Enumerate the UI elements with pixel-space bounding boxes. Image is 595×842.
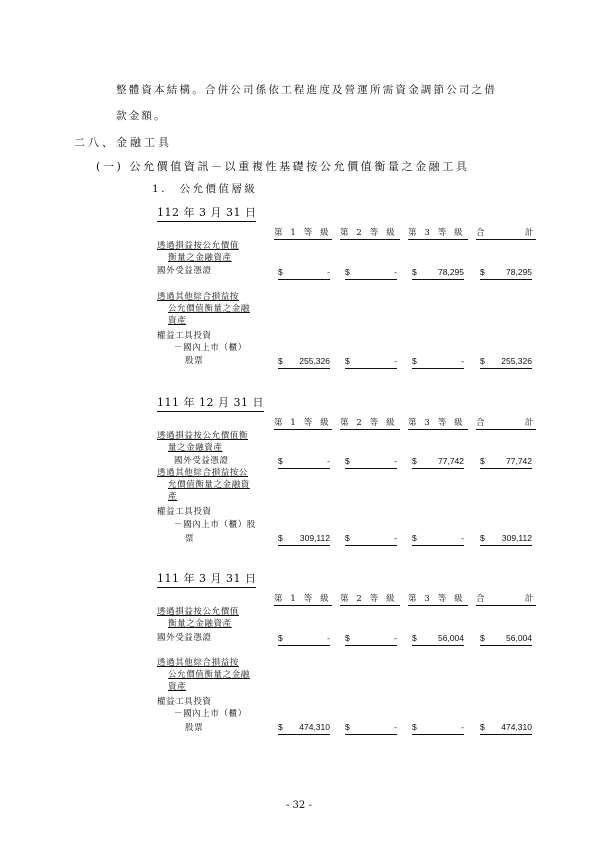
equity-label: 權益工具投資 bbox=[157, 507, 212, 517]
currency-sign: $ bbox=[345, 722, 350, 732]
col-header-total-b: 計 bbox=[524, 228, 536, 238]
equity-sub-line-1: －國內上市（櫃）股 bbox=[174, 520, 256, 530]
col-header-level-2: 第 2 等 級 bbox=[340, 226, 400, 240]
cell-value: - bbox=[394, 533, 397, 543]
currency-sign: $ bbox=[345, 267, 350, 277]
fvoci-title-line-3: 產 bbox=[168, 492, 178, 502]
fvtpl-level2-cell bbox=[345, 267, 397, 280]
fvtpl-title-line-1: 透過損益按公允價值 bbox=[157, 607, 239, 617]
fvoci-title-line-3: 資產 bbox=[168, 682, 187, 692]
currency-sign: $ bbox=[480, 456, 485, 466]
currency-sign: $ bbox=[480, 633, 485, 643]
equity-level1-cell bbox=[278, 722, 330, 735]
currency-sign: $ bbox=[278, 533, 283, 543]
fvtpl-total-cell bbox=[480, 456, 532, 469]
cell-value: 255,326 bbox=[501, 356, 532, 366]
col-header-total-a: 合 bbox=[476, 418, 488, 428]
col-header-level-3: 第 3 等 級 bbox=[408, 416, 468, 430]
currency-sign: $ bbox=[480, 267, 485, 277]
equity-level3-cell bbox=[412, 533, 464, 546]
cell-value: 474,310 bbox=[299, 722, 330, 732]
fair-value-hierarchy-heading: 1. 公允價值層級 bbox=[152, 183, 258, 195]
equity-level3-cell bbox=[412, 722, 464, 735]
col-header-level-1: 第 1 等 級 bbox=[274, 418, 332, 428]
currency-sign: $ bbox=[278, 722, 283, 732]
fvtpl-title-line-2: 衡量之金融資產 bbox=[168, 619, 232, 629]
fvtpl-title-line-2: 量之金融資產 bbox=[168, 443, 223, 453]
cell-value: 78,295 bbox=[506, 267, 532, 277]
equity-level1-cell bbox=[278, 533, 330, 546]
col-header-level-3: 第 3 等 級 bbox=[408, 592, 468, 606]
col-header-level-1: 第 1 等 級 bbox=[274, 228, 332, 238]
currency-sign: $ bbox=[480, 356, 485, 366]
cell-value: - bbox=[461, 722, 464, 732]
currency-sign: $ bbox=[480, 722, 485, 732]
col-header-total bbox=[476, 226, 536, 240]
currency-sign: $ bbox=[480, 533, 485, 543]
cell-value: - bbox=[394, 722, 397, 732]
currency-sign: $ bbox=[345, 356, 350, 366]
cell-value: - bbox=[394, 267, 397, 277]
currency-sign: $ bbox=[345, 456, 350, 466]
page-number: - 32 - bbox=[286, 800, 312, 811]
cell-value: 309,112 bbox=[501, 533, 532, 543]
table-date: 112 年 3 月 31 日 bbox=[157, 204, 256, 222]
cell-value: - bbox=[394, 633, 397, 643]
equity-label: 權益工具投資 bbox=[157, 697, 212, 707]
fvtpl-total-cell bbox=[480, 633, 532, 646]
fvtpl-level2-cell bbox=[345, 456, 397, 469]
equity-sub-line-2: 股票 bbox=[185, 356, 204, 366]
col-header-level-1: 第 1 等 級 bbox=[274, 594, 332, 604]
fvtpl-level1-cell bbox=[278, 456, 330, 469]
fvtpl-level3-cell bbox=[412, 267, 464, 280]
equity-level2-cell bbox=[345, 356, 397, 369]
cell-value: 255,326 bbox=[299, 356, 330, 366]
cell-value: 309,112 bbox=[299, 533, 330, 543]
equity-sub-line-2: 票 bbox=[185, 534, 195, 544]
subsection-heading: (一) 公允價值資訊－以重複性基礎按公允價值衡量之金融工具 bbox=[96, 160, 470, 173]
currency-sign: $ bbox=[278, 356, 283, 366]
col-header-total-b: 計 bbox=[524, 418, 536, 428]
cell-value: - bbox=[327, 267, 330, 277]
equity-sub-line-2: 股票 bbox=[185, 723, 204, 733]
col-header-total-a: 合 bbox=[476, 228, 488, 238]
fvtpl-level3-cell bbox=[412, 456, 464, 469]
col-header-total-a: 合 bbox=[476, 594, 488, 604]
equity-sub-line-1: －國內上市（櫃） bbox=[174, 709, 247, 719]
col-header-total bbox=[476, 592, 536, 606]
cell-value: 56,004 bbox=[506, 633, 532, 643]
cell-value: 78,295 bbox=[438, 267, 464, 277]
currency-sign: $ bbox=[412, 722, 417, 732]
cell-value: - bbox=[394, 356, 397, 366]
currency-sign: $ bbox=[278, 456, 283, 466]
fvtpl-title-line-1: 透過損益按公允價值衡 bbox=[157, 431, 249, 441]
col-header-level-2: 第 2 等 級 bbox=[340, 416, 400, 430]
table-date: 111 年 3 月 31 日 bbox=[157, 570, 256, 588]
cell-value: 56,004 bbox=[438, 633, 464, 643]
paragraph-line-1: 整體資本結構。合併公司係依工程進度及營運所需資金調節公司之借 bbox=[116, 84, 497, 96]
fvoci-title-line-2: 允價值衡量之金融資 bbox=[168, 480, 250, 490]
fvoci-title-line-2: 公允價值衡量之金融 bbox=[168, 304, 250, 314]
cell-value: - bbox=[327, 456, 330, 466]
equity-total-cell bbox=[480, 356, 532, 369]
col-header-total-b: 計 bbox=[524, 594, 536, 604]
col-header-total bbox=[476, 416, 536, 430]
currency-sign: $ bbox=[345, 533, 350, 543]
fvtpl-total-cell bbox=[480, 267, 532, 280]
currency-sign: $ bbox=[278, 633, 283, 643]
fvtpl-item-label: 國外受益憑證 bbox=[157, 633, 212, 643]
equity-total-cell bbox=[480, 722, 532, 735]
fvtpl-level1-cell bbox=[278, 267, 330, 280]
fvtpl-title-line-1: 透過損益按公允價值 bbox=[157, 241, 239, 251]
table-date: 111 年 12 月 31 日 bbox=[157, 394, 264, 412]
currency-sign: $ bbox=[412, 356, 417, 366]
col-header-level-3: 第 3 等 級 bbox=[408, 226, 468, 240]
fvoci-title-line-2: 公允價值衡量之金融 bbox=[168, 670, 250, 680]
fvoci-title-line-1: 透過其他綜合損益按公 bbox=[157, 468, 249, 478]
fvtpl-item-label: 國外受益憑證 bbox=[157, 266, 212, 276]
fvoci-title-line-3: 資產 bbox=[168, 316, 187, 326]
cell-value: - bbox=[461, 356, 464, 366]
equity-level2-cell bbox=[345, 533, 397, 546]
cell-value: - bbox=[394, 456, 397, 466]
col-header-level-2: 第 2 等 級 bbox=[340, 592, 400, 606]
fvoci-title-line-1: 透過其他綜合損益按 bbox=[157, 292, 239, 302]
equity-sub-line-1: －國內上市（櫃） bbox=[174, 343, 247, 353]
fvtpl-title-line-2: 衡量之金融資產 bbox=[168, 253, 232, 263]
paragraph-line-2: 款金額。 bbox=[116, 110, 167, 122]
currency-sign: $ bbox=[412, 533, 417, 543]
equity-label: 權益工具投資 bbox=[157, 331, 212, 341]
equity-level3-cell bbox=[412, 356, 464, 369]
cell-value: - bbox=[327, 633, 330, 643]
equity-level2-cell bbox=[345, 722, 397, 735]
cell-value: - bbox=[461, 533, 464, 543]
cell-value: 77,742 bbox=[506, 456, 532, 466]
currency-sign: $ bbox=[412, 267, 417, 277]
equity-total-cell bbox=[480, 533, 532, 546]
fvtpl-level1-cell bbox=[278, 633, 330, 646]
currency-sign: $ bbox=[412, 456, 417, 466]
fvtpl-item-label: 國外受益憑證 bbox=[174, 456, 229, 466]
fvtpl-level2-cell bbox=[345, 633, 397, 646]
section-heading: 二八、金融工具 bbox=[74, 136, 172, 149]
fvoci-title-line-1: 透過其他綜合損益按 bbox=[157, 658, 239, 668]
currency-sign: $ bbox=[345, 633, 350, 643]
cell-value: 77,742 bbox=[438, 456, 464, 466]
currency-sign: $ bbox=[278, 267, 283, 277]
cell-value: 474,310 bbox=[501, 722, 532, 732]
equity-level1-cell bbox=[278, 356, 330, 369]
fvtpl-level3-cell bbox=[412, 633, 464, 646]
currency-sign: $ bbox=[412, 633, 417, 643]
